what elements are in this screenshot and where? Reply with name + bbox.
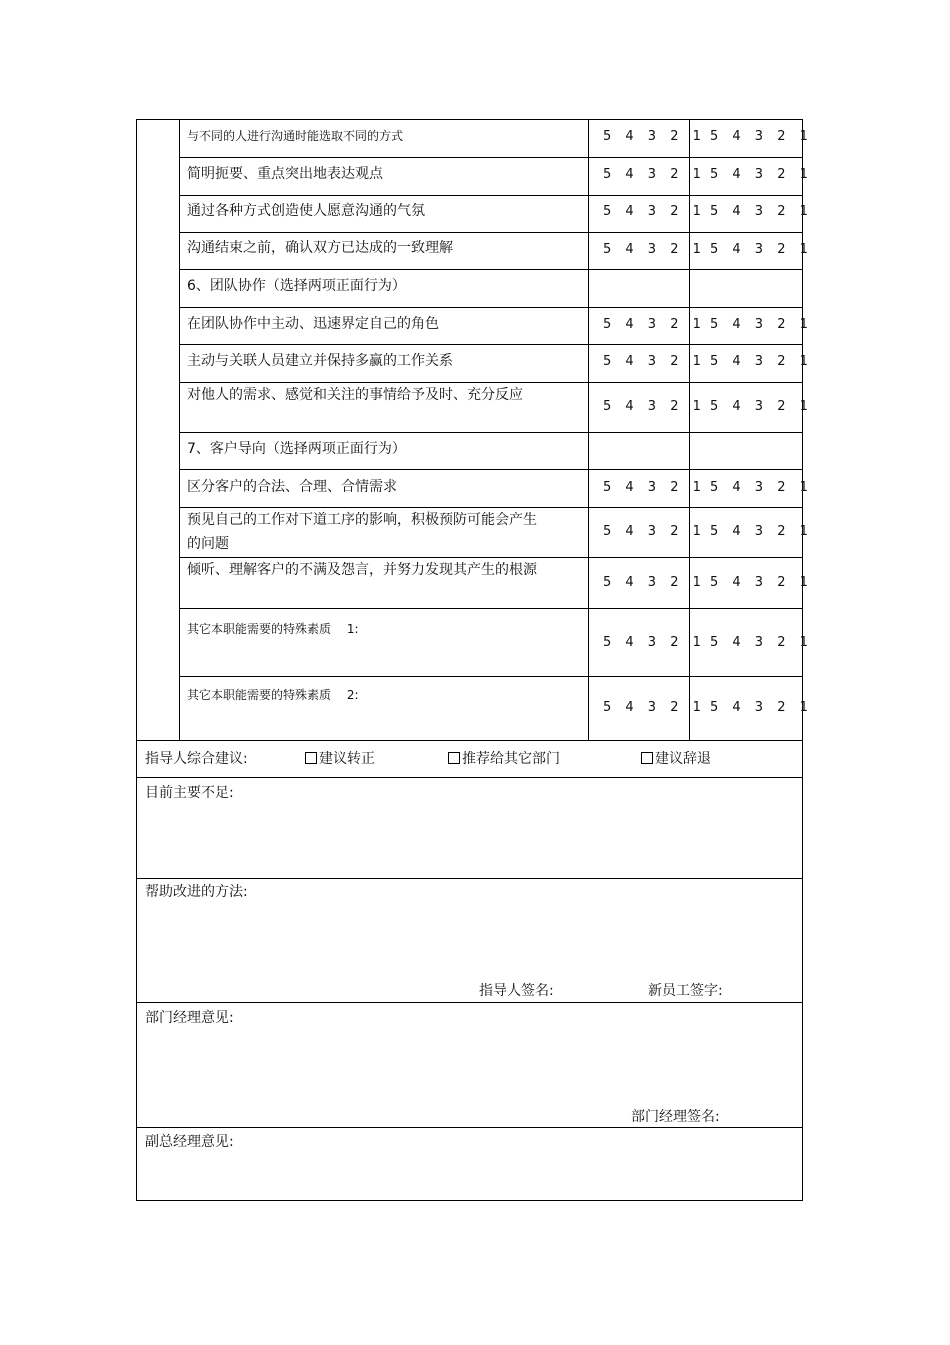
special-quality-label-1: 其它本职能需要的特殊素质 1: — [187, 622, 359, 636]
score-scale-self: 5 4 3 2 1 — [603, 317, 706, 332]
option-confirm-employment[interactable] — [305, 750, 375, 768]
score-column-divider-a — [588, 120, 589, 740]
score-scale-self: 5 4 3 2 1 — [603, 167, 706, 182]
section-divider — [137, 740, 803, 741]
score-scale-mentor: 5 4 3 2 1 — [710, 700, 813, 715]
score-scale-self: 5 4 3 2 1 — [603, 399, 706, 414]
row-divider — [179, 344, 803, 345]
score-scale-self: 5 4 3 2 1 — [603, 204, 706, 219]
option-recommend-other-dept[interactable] — [448, 750, 560, 768]
criterion-label: 与不同的人进行沟通时能选取不同的方式 — [187, 129, 404, 143]
criterion-label: 沟通结束之前，确认双方已达成的一致理解 — [187, 240, 453, 256]
row-divider — [179, 195, 803, 196]
score-scale-self: 5 4 3 2 1 — [603, 242, 706, 257]
criterion-label: 倾听、理解客户的不满及怨言，并努力发现其产生的根源 — [187, 562, 537, 578]
shortcomings-label: 目前主要不足: — [145, 785, 234, 801]
section-divider — [137, 1002, 803, 1003]
score-scale-self: 5 4 3 2 1 — [603, 575, 706, 590]
score-scale-mentor: 5 4 3 2 1 — [710, 242, 813, 257]
criterion-label: 简明扼要、重点突出地表达观点 — [187, 166, 383, 182]
score-scale-self: 5 4 3 2 1 — [603, 635, 706, 650]
mentor-signature-label: 指导人签名: — [479, 983, 554, 999]
row-divider — [179, 608, 803, 609]
category-column-divider — [179, 120, 180, 740]
option-label: 推荐给其它部门 — [462, 751, 560, 767]
checkbox[interactable] — [305, 752, 317, 764]
section-divider — [137, 1127, 803, 1128]
dept-manager-opinion-label: 部门经理意见: — [145, 1010, 234, 1026]
row-divider — [179, 469, 803, 470]
score-scale-self: 5 4 3 2 1 — [603, 480, 706, 495]
row-divider — [179, 432, 803, 433]
row-divider — [179, 307, 803, 308]
criterion-label: 通过各种方式创造使人愿意沟通的气氛 — [187, 203, 425, 219]
option-label: 建议转正 — [319, 751, 375, 767]
score-scale-mentor: 5 4 3 2 1 — [710, 480, 813, 495]
mentor-advice-label: 指导人综合建议: — [145, 751, 248, 767]
criterion-label: 对他人的需求、感觉和关注的事情给予及时、充分反应 — [187, 387, 523, 403]
dept-manager-signature-label: 部门经理签名: — [631, 1109, 720, 1125]
score-scale-mentor: 5 4 3 2 1 — [710, 129, 813, 144]
section-divider — [137, 878, 803, 879]
score-scale-mentor: 5 4 3 2 1 — [710, 575, 813, 590]
score-scale-mentor: 5 4 3 2 1 — [710, 167, 813, 182]
score-scale-mentor: 5 4 3 2 1 — [710, 524, 813, 539]
criterion-label: 预见自己的工作对下道工序的影响，积极预防可能会产生的问题 — [187, 512, 537, 552]
checkbox[interactable] — [448, 752, 460, 764]
section-heading-customer: 7、客户导向（选择两项正面行为） — [187, 441, 406, 457]
row-divider — [179, 157, 803, 158]
option-label: 建议辞退 — [655, 751, 711, 767]
row-divider — [179, 232, 803, 233]
special-quality-label-2: 其它本职能需要的特殊素质 2: — [187, 688, 359, 702]
score-scale-mentor: 5 4 3 2 1 — [710, 399, 813, 414]
row-divider — [179, 676, 803, 677]
score-scale-self: 5 4 3 2 1 — [603, 129, 706, 144]
deputy-gm-opinion-label: 副总经理意见: — [145, 1134, 234, 1150]
score-scale-mentor: 5 4 3 2 1 — [710, 354, 813, 369]
row-divider — [179, 269, 803, 270]
score-scale-mentor: 5 4 3 2 1 — [710, 204, 813, 219]
criterion-label: 主动与关联人员建立并保持多赢的工作关系 — [187, 353, 453, 369]
score-scale-self: 5 4 3 2 1 — [603, 700, 706, 715]
score-scale-self: 5 4 3 2 1 — [603, 354, 706, 369]
score-scale-self: 5 4 3 2 1 — [603, 524, 706, 539]
score-scale-mentor: 5 4 3 2 1 — [710, 317, 813, 332]
criterion-label: 区分客户的合法、合理、合情需求 — [187, 479, 397, 495]
option-suggest-dismissal[interactable] — [641, 750, 711, 768]
improvement-label: 帮助改进的方法: — [145, 884, 248, 900]
criterion-label: 在团队协作中主动、迅速界定自己的角色 — [187, 316, 439, 332]
checkbox[interactable] — [641, 752, 653, 764]
section-heading-teamwork: 6、团队协作（选择两项正面行为） — [187, 278, 406, 294]
evaluation-form — [136, 119, 813, 1201]
score-scale-mentor: 5 4 3 2 1 — [710, 635, 813, 650]
section-divider — [137, 777, 803, 778]
employee-signature-label: 新员工签字: — [648, 983, 723, 999]
